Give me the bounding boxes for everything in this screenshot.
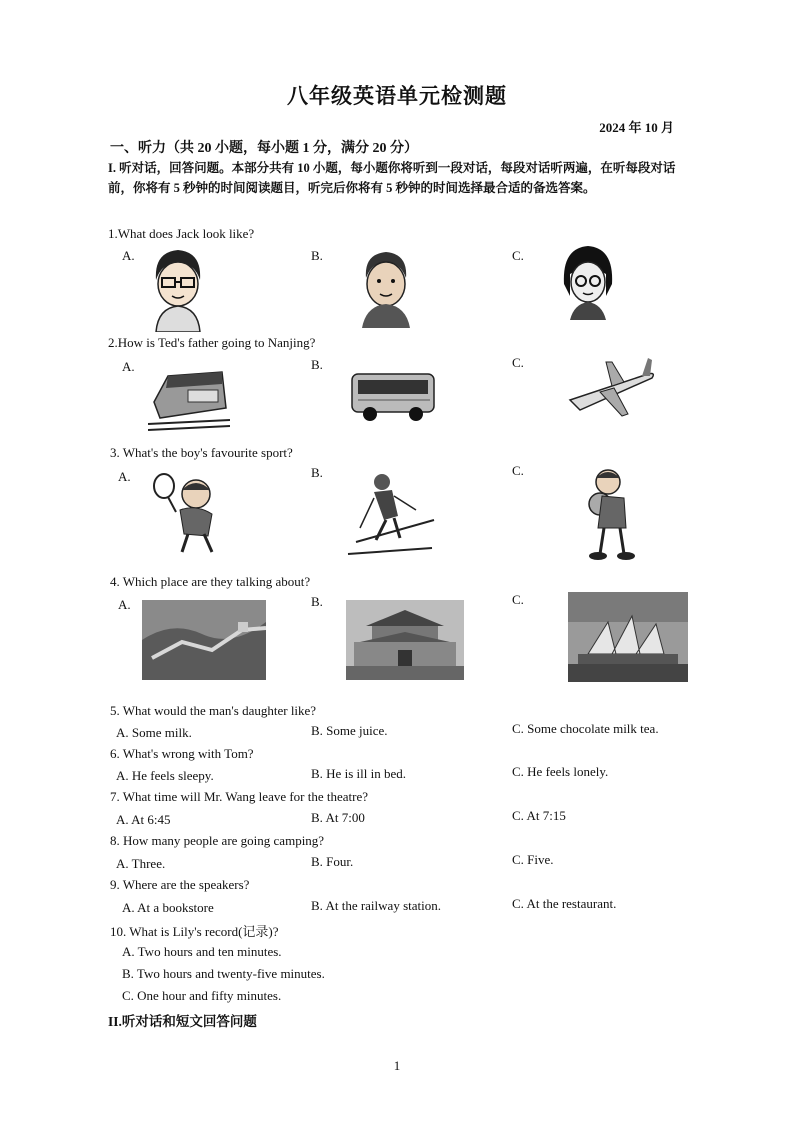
- q4-option-c-label: C.: [512, 592, 524, 607]
- question-3: 3. What's the boy's favourite sport?: [110, 445, 293, 460]
- question-7: 7. What time will Mr. Wang leave for the theatre?: [110, 789, 369, 804]
- page-title: 八年级英语单元检测题: [287, 84, 507, 108]
- tiananmen-image[interactable]: [346, 600, 464, 680]
- q6-option-a[interactable]: A. He feels sleepy.: [116, 768, 214, 783]
- q8-option-a[interactable]: A. Three.: [116, 856, 166, 871]
- q2-option-b-label: B.: [311, 357, 323, 372]
- question-5: 5. What would the man's daughter like?: [110, 703, 317, 718]
- skier-image[interactable]: [346, 470, 436, 556]
- short-hair-boy-image[interactable]: [360, 248, 412, 328]
- question-9: 9. Where are the speakers?: [110, 877, 250, 892]
- tennis-player-image[interactable]: [150, 470, 226, 554]
- q10-option-b[interactable]: B. Two hours and twenty-five minutes.: [122, 966, 325, 981]
- great-wall-image[interactable]: [142, 600, 266, 680]
- q3-option-b-label: B.: [311, 465, 323, 480]
- q7-option-a[interactable]: A. At 6:45: [116, 812, 171, 827]
- long-hair-glasses-image[interactable]: [562, 244, 614, 320]
- basketball-player-image[interactable]: [578, 466, 638, 562]
- q10-option-a[interactable]: A. Two hours and ten minutes.: [122, 944, 282, 959]
- question-8: 8. How many people are going camping?: [110, 833, 325, 848]
- q1-option-c-label: C.: [512, 248, 524, 263]
- q5-option-c[interactable]: C. Some chocolate milk tea.: [512, 721, 659, 736]
- part1-instruction: I. 听对话，回答问题。本部分共有 10 小题，每小题你将听到一段对话，每段对话听两遍，在听每段对话前，你将有 5 秒钟的时间阅读题目，听完后你将有 5 秒钟的时间选择最合适的备选答案。: [108, 161, 676, 195]
- q1-option-b-label: B.: [311, 248, 323, 263]
- exam-date: 2024 年 10 月: [599, 120, 674, 135]
- q5-option-b[interactable]: B. Some juice.: [311, 723, 388, 738]
- q5-option-a[interactable]: A. Some milk.: [116, 725, 192, 740]
- q4-option-a-label: A.: [118, 597, 131, 612]
- question-2: 2.How is Ted's father going to Nanjing?: [108, 335, 316, 350]
- q2-option-c-label: C.: [512, 355, 524, 370]
- q8-option-c[interactable]: C. Five.: [512, 852, 554, 867]
- question-4: 4. Which place are they talking about?: [110, 574, 311, 589]
- q9-option-b[interactable]: B. At the railway station.: [311, 898, 441, 913]
- q4-option-b-label: B.: [311, 594, 323, 609]
- page-number: 1: [393, 1058, 401, 1073]
- sydney-opera-house-image[interactable]: [568, 592, 688, 682]
- q6-option-b[interactable]: B. He is ill in bed.: [311, 766, 406, 781]
- part2-heading: II.听对话和短文回答问题: [108, 1014, 257, 1029]
- q9-option-c[interactable]: C. At the restaurant.: [512, 896, 617, 911]
- q1-option-a-label: A.: [122, 248, 135, 263]
- q6-option-c[interactable]: C. He feels lonely.: [512, 764, 609, 779]
- q8-option-b[interactable]: B. Four.: [311, 854, 354, 869]
- q7-option-b[interactable]: B. At 7:00: [311, 810, 365, 825]
- boy-with-glasses-image[interactable]: [148, 246, 208, 332]
- airplane-image[interactable]: [566, 356, 656, 426]
- q9-option-a[interactable]: A. At a bookstore: [122, 900, 214, 915]
- section1-heading: 一、听力（共 20 小题，每小题 1 分，满分 20 分）: [110, 141, 418, 156]
- q3-option-c-label: C.: [512, 463, 524, 478]
- q3-option-a-label: A.: [118, 469, 131, 484]
- bus-image[interactable]: [350, 368, 436, 422]
- question-6: 6. What's wrong with Tom?: [110, 746, 254, 761]
- train-image[interactable]: [148, 362, 230, 432]
- question-1: 1.What does Jack look like?: [108, 226, 255, 241]
- q10-option-c[interactable]: C. One hour and fifty minutes.: [122, 988, 282, 1003]
- question-10: 10. What is Lily's record(记录)?: [110, 924, 279, 939]
- q7-option-c[interactable]: C. At 7:15: [512, 808, 566, 823]
- q2-option-a-label: A.: [122, 359, 135, 374]
